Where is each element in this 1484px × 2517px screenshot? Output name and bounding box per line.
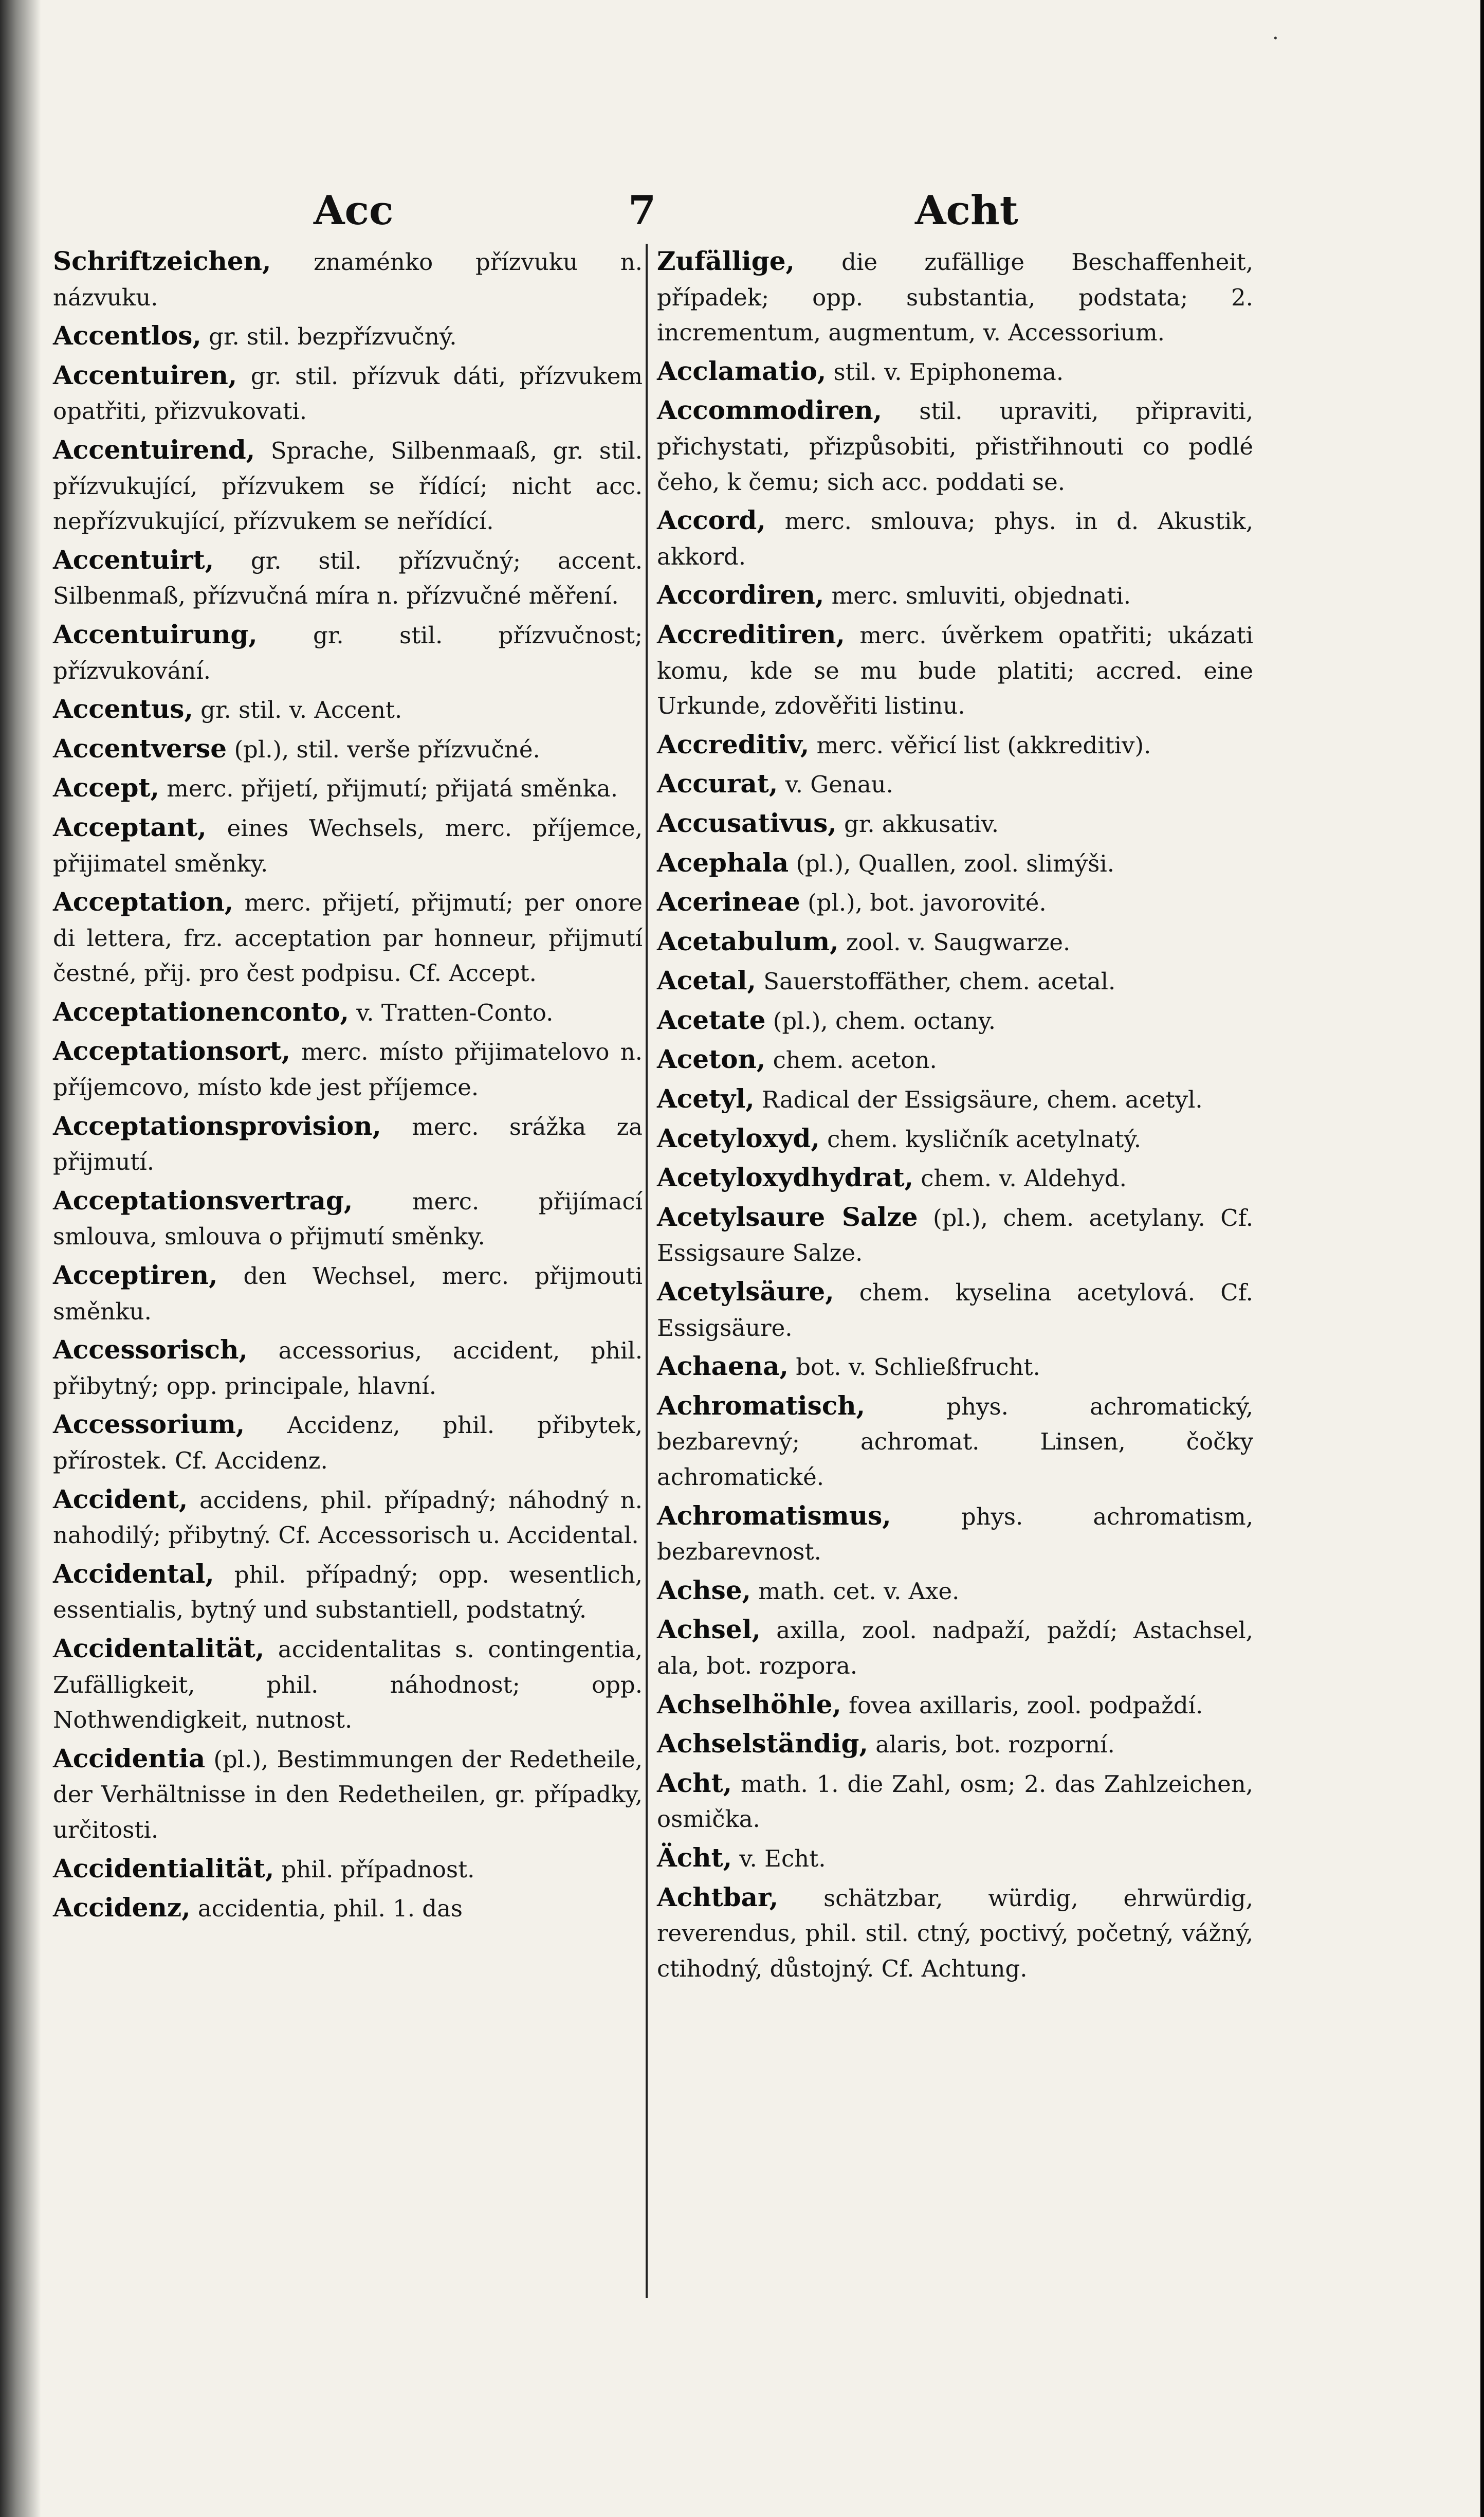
entry-headword: Acetate <box>657 1004 766 1035</box>
entry-definition: chem. kysličník acetylnatý. <box>827 1125 1142 1153</box>
dictionary-entry <box>657 963 1253 1000</box>
entry-headword: Acht, <box>657 1767 732 1798</box>
entry-headword: Acceptiren, <box>53 1260 218 1291</box>
dictionary-entry <box>657 577 1253 614</box>
entry-headword: Accreditiren, <box>657 619 845 649</box>
dictionary-entry <box>657 1840 1253 1877</box>
dictionary-entry <box>657 1160 1253 1197</box>
entry-headword: Acerineae <box>657 886 800 917</box>
dictionary-entry <box>657 1003 1253 1039</box>
entry-headword: Accommodiren, <box>657 395 883 426</box>
entry-definition: gr. stil. přízvučný; accent. Silbenmaß, přízvučná míra n. přízvučné měření. <box>53 547 643 610</box>
dictionary-entry <box>657 1121 1253 1157</box>
dictionary-entry <box>53 542 643 614</box>
entry-headword: Acetal, <box>657 965 756 996</box>
dictionary-entry <box>53 770 643 807</box>
entry-headword: Accident, <box>53 1483 188 1514</box>
dictionary-entry <box>657 1388 1253 1495</box>
entry-definition: merc. smluviti, objednati. <box>831 582 1131 610</box>
entry-definition: merc. srážka za přijmutí. <box>53 1113 643 1176</box>
entry-definition: accidens, phil. případný; náhodný n. nahodilý; přibytný. Cf. Accessorisch u. Accidental. <box>53 1486 643 1549</box>
dictionary-entry <box>53 358 643 429</box>
entry-definition: phil. případný; opp. wesentlich, essentialis, bytný und substantiell, podstatný. <box>53 1561 643 1624</box>
entry-definition: (pl.), stil. verše přízvučné. <box>234 735 540 763</box>
entry-definition: gr. akkusativ. <box>844 810 999 838</box>
entry-definition: (pl.), bot. javorovité. <box>808 889 1047 917</box>
entry-headword: Accept, <box>53 772 159 803</box>
entry-definition: gr. stil. přízvuk dáti, přízvukem opatřiti, přizvukovati. <box>53 362 643 425</box>
entry-headword: Acceptationsvertrag, <box>53 1185 353 1216</box>
left-column <box>53 244 643 1930</box>
entry-headword: Acclamatio, <box>657 355 827 386</box>
entry-definition: accidentalitas s. contingentia, Zufälligkeit, phil. náhodnost; opp. Nothwendigkeit, nutnost. <box>53 1635 643 1734</box>
dictionary-entry <box>53 1183 643 1255</box>
entry-headword: Accidentialität, <box>53 1853 274 1884</box>
entry-definition: phys. achromatický, bezbarevný; achromat. Linsen, čočky achromatické. <box>657 1392 1253 1491</box>
entry-definition: Accidenz, phil. přibytek, přírostek. Cf. Accidenz. <box>53 1411 643 1474</box>
entry-definition: eines Wechsels, merc. příjemce, přijimatel směnky. <box>53 814 643 877</box>
entry-headword: Achaena, <box>657 1351 789 1382</box>
dictionary-entry <box>657 1573 1253 1609</box>
dictionary-entry <box>657 884 1253 921</box>
dictionary-entry <box>657 727 1253 764</box>
dictionary-entry <box>53 617 643 689</box>
entry-definition: (pl.), Quallen, zool. slimýši. <box>796 849 1115 877</box>
dictionary-entry <box>657 617 1253 724</box>
entry-headword: Acetyloxydhydrat, <box>657 1162 913 1193</box>
entry-definition: stil. v. Epiphonema. <box>833 358 1064 386</box>
entry-headword: Acceptationsort, <box>53 1036 291 1066</box>
entry-headword: Achselhöhle, <box>657 1689 841 1719</box>
dictionary-entry <box>657 1349 1253 1385</box>
entry-definition: Radical der Essigsäure, chem. acetyl. <box>761 1086 1203 1114</box>
entry-definition: gr. stil. bezpřízvučný. <box>209 323 457 351</box>
entry-definition: den Wechsel, merc. přijmouti směnku. <box>53 1262 643 1325</box>
entry-definition: v. Echt. <box>739 1844 826 1872</box>
entry-headword: Accentus, <box>53 694 193 725</box>
dictionary-entry <box>53 1741 643 1848</box>
entry-headword: Achse, <box>657 1574 751 1605</box>
entry-definition: chem. aceton. <box>773 1046 937 1074</box>
dictionary-entry <box>657 1880 1253 1987</box>
entry-headword: Accordiren, <box>657 580 825 610</box>
dictionary-entry <box>657 806 1253 842</box>
entry-definition: accessorius, accident, phil. přibytný; opp. principale, hlavní. <box>53 1337 643 1400</box>
dictionary-entry <box>53 318 643 355</box>
entry-definition: zool. v. Saugwarze. <box>846 928 1071 956</box>
entry-definition: schätzbar, würdig, ehrwürdig, reverendus, phil. stil. ctný, poctivý, početný, vážný, ctihodný, důstojný. Cf. Achtung. <box>657 1884 1253 1982</box>
speck-mark: · <box>1272 27 1279 50</box>
entry-headword: Achtbar, <box>657 1881 779 1912</box>
entry-headword: Aceton, <box>657 1044 766 1075</box>
dictionary-entry <box>657 845 1253 882</box>
dictionary-entry <box>53 432 643 539</box>
dictionary-entry <box>657 1274 1253 1346</box>
entry-headword: Schriftzeichen, <box>53 246 271 276</box>
entry-definition: phys. achromatism, bezbarevnost. <box>657 1502 1253 1566</box>
entry-headword: Acetylsäure, <box>657 1276 834 1307</box>
entry-definition: znaménko přízvuku n. názvuku. <box>53 248 643 311</box>
entry-headword: Accord, <box>657 505 766 536</box>
entry-definition: chem. kyselina acetylová. Cf. Essigsäure. <box>657 1279 1253 1342</box>
entry-headword: Accessorium, <box>53 1409 245 1440</box>
entry-headword: Accentuirend, <box>53 434 255 465</box>
entry-definition: die zufällige Beschaffenheit, případek; opp. substantia, podstata; 2. incrementum, augmentum, v. Accessorium. <box>657 248 1253 347</box>
entry-headword: Achsel, <box>657 1614 761 1645</box>
dictionary-entry <box>53 244 643 315</box>
dictionary-entry <box>657 1200 1253 1271</box>
entry-definition: merc. místo přijimatelovo n. příjemcovo, místo kde jest příjemce. <box>53 1038 643 1101</box>
entry-headword: Acceptationsprovision, <box>53 1110 381 1141</box>
dictionary-entry <box>657 393 1253 500</box>
dictionary-entry <box>53 994 643 1031</box>
entry-headword: Accentverse <box>53 733 227 764</box>
entry-headword: Accidenz, <box>53 1892 191 1923</box>
entry-headword: Accidentia <box>53 1743 206 1773</box>
entry-headword: Accidental, <box>53 1558 214 1589</box>
dictionary-entry <box>657 503 1253 574</box>
entry-definition: stil. upraviti, připraviti, přichystati, přizpůsobiti, přistřihnouti co podlé čeho, k čemu; sich acc. poddati se. <box>657 397 1253 496</box>
entry-definition: merc. úvěrkem opatřiti; ukázati komu, kde se mu bude platiti; accred. eine Urkunde, zdověřiti listinu. <box>657 621 1253 720</box>
dictionary-entry <box>53 1109 643 1180</box>
dictionary-entry <box>657 766 1253 803</box>
dictionary-entry <box>53 1258 643 1329</box>
entry-headword: Zufällige, <box>657 246 795 276</box>
column-divider <box>646 244 648 2298</box>
entry-definition: math. 1. die Zahl, osm; 2. das Zahlzeichen, osmička. <box>657 1770 1253 1833</box>
entry-headword: Accurat, <box>657 768 778 799</box>
entry-definition: axilla, zool. nadpaží, paždí; Astachsel, ala, bot. rozpora. <box>657 1617 1253 1679</box>
entry-headword: Achromatisch, <box>657 1390 866 1421</box>
dictionary-entry <box>53 1482 643 1553</box>
entry-definition: merc. smlouva; phys. in d. Akustik, akkord. <box>657 508 1253 570</box>
dictionary-entry <box>53 731 643 768</box>
entry-definition: v. Genau. <box>785 771 893 799</box>
right-column <box>657 244 1253 1989</box>
dictionary-entry <box>657 1081 1253 1118</box>
entry-headword: Achromatismus, <box>657 1500 891 1531</box>
entry-headword: Accentlos, <box>53 320 201 351</box>
entry-definition: phil. případnost. <box>281 1855 475 1883</box>
dictionary-entry <box>657 354 1253 390</box>
dictionary-entry <box>657 1687 1253 1724</box>
dictionary-entry <box>53 1407 643 1478</box>
dictionary-entry <box>53 1631 643 1738</box>
page-number: 7 <box>628 187 656 234</box>
entry-definition: accidentia, phil. 1. das <box>197 1895 463 1923</box>
page-edge-shadow <box>0 0 41 2517</box>
entry-definition: alaris, bot. rozporní. <box>875 1731 1115 1759</box>
dictionary-entry <box>53 1556 643 1628</box>
dictionary-entry <box>53 884 643 991</box>
dictionary-entry <box>53 1034 643 1105</box>
dictionary-entry <box>657 1042 1253 1078</box>
entry-headword: Acetyloxyd, <box>657 1122 820 1153</box>
entry-headword: Accentuirung, <box>53 619 258 649</box>
dictionary-entry <box>657 1612 1253 1683</box>
entry-headword: Acetyl, <box>657 1083 755 1114</box>
dictionary-entry <box>53 692 643 728</box>
entry-headword: Ächt, <box>657 1842 732 1873</box>
entry-headword: Accusativus, <box>657 807 837 838</box>
dictionary-entry <box>53 1332 643 1404</box>
entry-definition: (pl.), chem. acetylany. Cf. Essigsaure Salze. <box>657 1204 1254 1267</box>
entry-definition: merc. přijímací smlouva, smlouva o přijmutí směnky. <box>53 1187 643 1251</box>
entry-headword: Acetabulum, <box>657 926 839 956</box>
entry-definition: gr. stil. přízvučnost; přízvukování. <box>53 621 643 684</box>
running-head-left: Acc <box>314 187 394 234</box>
entry-headword: Acetylsaure Salze <box>657 1201 918 1232</box>
dictionary-entry <box>657 1498 1253 1570</box>
dictionary-entry <box>657 244 1253 351</box>
dictionary-entry <box>657 924 1253 961</box>
entry-headword: Acceptant, <box>53 811 207 842</box>
entry-definition: Sauerstoffäther, chem. acetal. <box>763 968 1116 995</box>
entry-definition: fovea axillaris, zool. podpaždí. <box>849 1691 1203 1719</box>
entry-definition: merc. věřicí list (akkreditiv). <box>816 731 1151 759</box>
entry-definition: Sprache, Silbenmaaß, gr. stil. přízvukující, přízvukem se řídící; nicht acc. nepřízvukující, přízvukem se neřídící. <box>53 437 643 535</box>
entry-definition: math. cet. v. Axe. <box>758 1577 960 1605</box>
entry-headword: Acephala <box>657 847 789 878</box>
entry-definition: merc. přijetí, přijmutí; per onore di lettera, frz. acceptation par honneur, přijmutí čestné, přij. pro čest podpisu. Cf. Accept. <box>53 889 643 987</box>
dictionary-entry <box>53 810 643 881</box>
entry-definition: (pl.), chem. octany. <box>773 1007 996 1035</box>
dictionary-entry <box>53 1890 643 1927</box>
dictionary-entry <box>657 1726 1253 1763</box>
entry-definition: v. Tratten-Conto. <box>356 999 554 1026</box>
entry-headword: Accreditiv, <box>657 729 810 759</box>
entry-headword: Acceptation, <box>53 886 234 917</box>
entry-definition: gr. stil. v. Accent. <box>200 696 402 724</box>
entry-headword: Achselständig, <box>657 1728 868 1759</box>
entry-headword: Accentuirt, <box>53 544 214 575</box>
entry-headword: Accidentalität, <box>53 1633 265 1663</box>
entry-definition: chem. v. Aldehyd. <box>921 1165 1127 1192</box>
running-head-right: Acht <box>915 187 1018 234</box>
dictionary-entry <box>53 1851 643 1888</box>
entry-definition: merc. přijetí, přijmutí; přijatá směnka. <box>167 775 618 803</box>
entry-headword: Accessorisch, <box>53 1334 248 1365</box>
entry-headword: Acceptationenconto, <box>53 996 349 1027</box>
dictionary-entry <box>657 1766 1253 1837</box>
entry-definition: (pl.), Bestimmungen der Redetheile, der Verhältnisse in den Redetheilen, gr. případky, určitosti. <box>53 1745 643 1843</box>
entry-headword: Accentuiren, <box>53 359 237 390</box>
entry-definition: bot. v. Schließfrucht. <box>796 1353 1040 1381</box>
